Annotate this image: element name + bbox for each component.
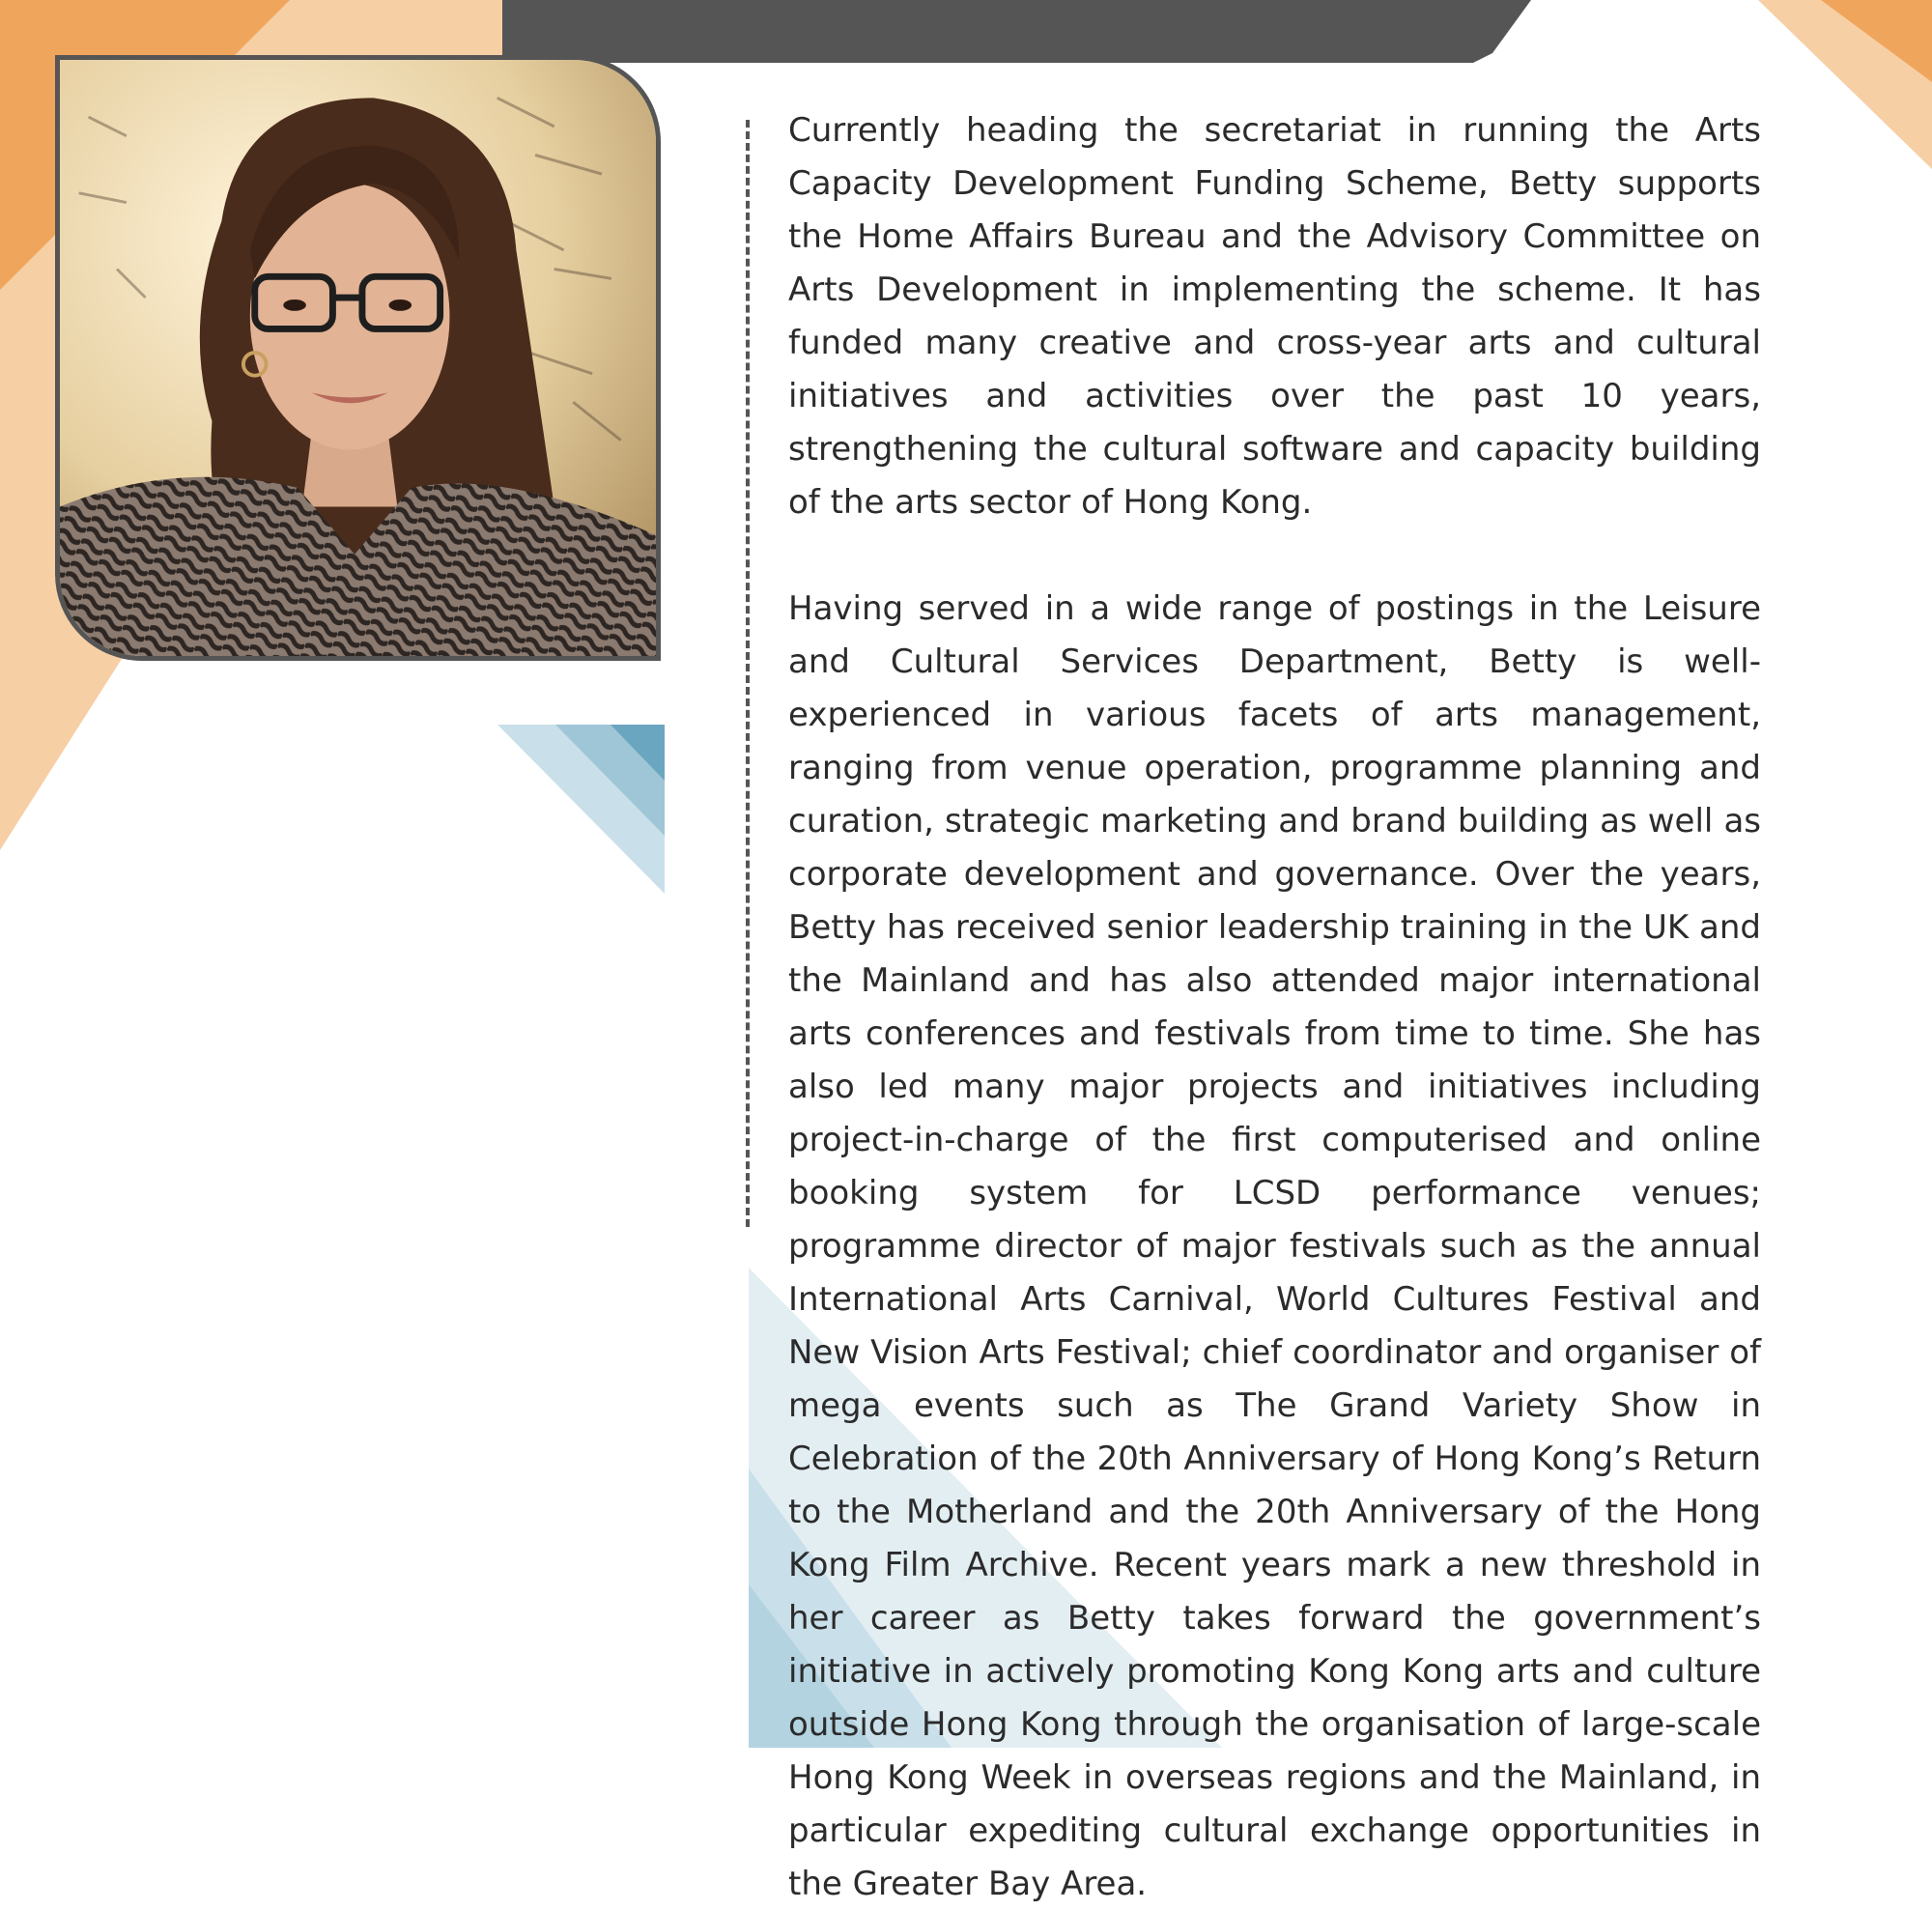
portrait-photo-frame [55, 55, 661, 661]
portrait-photo [60, 60, 656, 656]
bio-paragraph-2: Having served in a wide range of postings in the Leisure and Cultural Services Department, Betty is well-experienced in various facets of arts management, ranging from venue operation, programme planning and curation, strategic marketing and brand building as well as corporate development and governance. Over the years, Betty has received senior leadership training in the UK and the Mainland and has also attended major international arts conferences and festivals from time to time. She has also led many major projects and initiatives including project-in-charge of the first computerised and online booking system for LCSD performance venues; programme director of major festivals such as the annual International Arts Carnival, World Cultures Festival and New Vision Arts Festival; chief coordinator and organiser of mega events such as The Grand Variety Show in Celebration of the 20th Anniversary of Hong Kong’s Return to the Motherland and the 20th Anniversary of the Hong Kong Film Archive. Recent years mark a new threshold in her career as Betty takes forward the government’s initiative in actively promoting Kong Kong arts and culture outside Hong Kong through the organisation of large-scale Hong Kong Week in overseas regions and the Mainland, in particular expediting cultural exchange opportunities in the Greater Bay Area. [788, 589, 1761, 1903]
biography [788, 104, 1761, 1911]
bio-paragraph-1: Currently heading the secretariat in running the Arts Capacity Development Funding Scheme, Betty supports the Home Affairs Bureau and the Advisory Committee on Arts Development in implementing the scheme. It has funded many creative and cross-year arts and cultural initiatives and activities over the past 10 years, strengthening the cultural software and capacity building of the arts sector of Hong Kong. [788, 111, 1761, 522]
top-gray-bar [502, 0, 1531, 63]
dashed-divider [746, 120, 750, 1227]
